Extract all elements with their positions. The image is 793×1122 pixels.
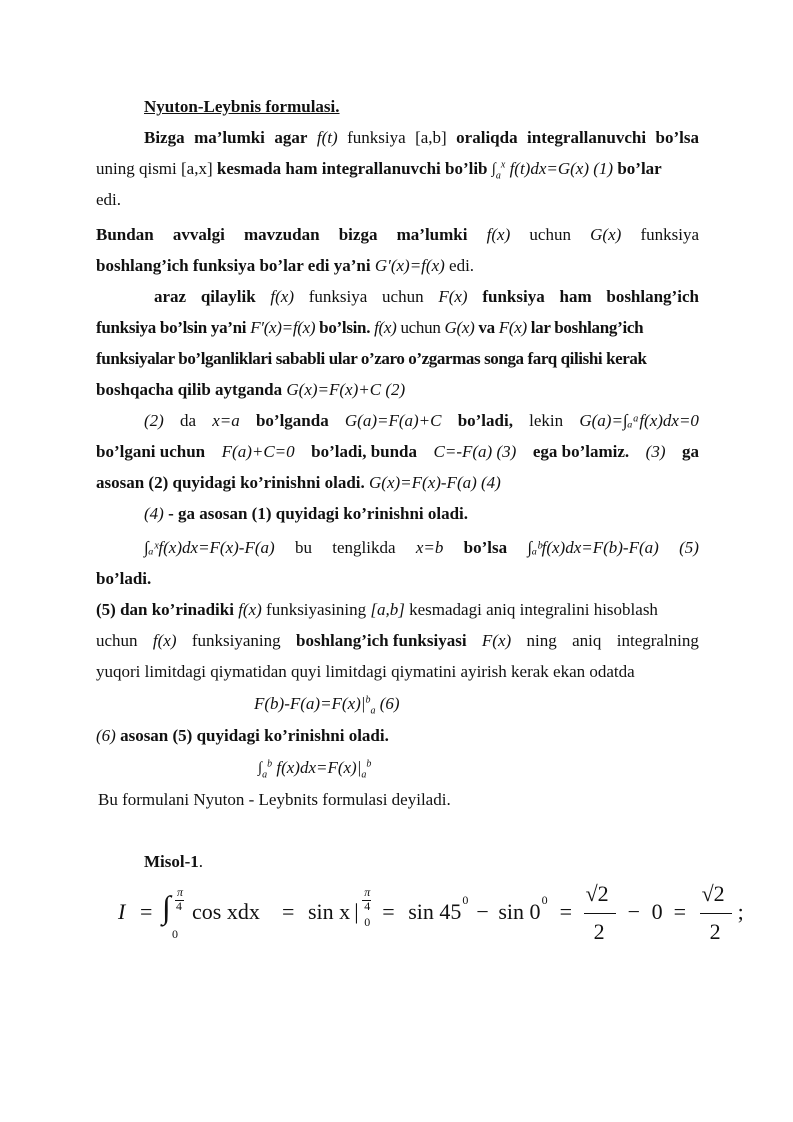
paragraph-2-line-2: [96, 255, 699, 277]
variable-i: I: [118, 899, 126, 924]
word: uchun: [529, 225, 571, 244]
zero: 0: [651, 899, 663, 924]
word: C=-F(a) (3): [433, 442, 517, 461]
lower-limit: 0: [172, 927, 178, 941]
subscript: a: [262, 769, 268, 781]
formula: G′(x)=f(x): [374, 256, 445, 275]
bar-lower-0: 0: [364, 915, 371, 929]
word: lekin: [529, 411, 564, 430]
text: asosan (2) quyidagi ko’rinishni oladi.: [96, 473, 370, 492]
text: asosan (5) quyidagi ko’rinishni oladi.: [115, 726, 389, 745]
word: funksiya: [482, 287, 545, 306]
paragraph-3-line-4: [96, 379, 699, 401]
word: boshlang’ich: [606, 287, 699, 306]
subscript: a: [495, 170, 501, 182]
bar-upper-pi: π: [364, 885, 371, 899]
word: ma’lumki: [396, 225, 468, 244]
word: bo’lsa: [655, 128, 699, 147]
integral-sign: ∫: [162, 889, 171, 925]
denominator-2: 2: [709, 919, 721, 944]
word: f(x): [486, 225, 511, 244]
formula: F(x): [498, 318, 527, 337]
upper-limit-pi: π: [177, 885, 184, 899]
paragraph-5-line-2: [144, 537, 699, 559]
word: f(x): [270, 287, 294, 306]
example-label: [144, 851, 699, 873]
paragraph-1-line-1: [144, 127, 699, 149]
word: agar: [274, 128, 308, 147]
word: G(a)=F(a)+C: [344, 411, 442, 430]
word: F(x): [481, 631, 512, 650]
subscript: a: [370, 705, 376, 717]
equation-number: (6): [375, 694, 400, 713]
formula: G(x)=F(x)-F(a) (4): [369, 473, 501, 492]
upper-limit-4: 4: [176, 899, 182, 913]
word: F(x): [438, 287, 468, 306]
paragraph-6-line-3: yuqori limitdagi qiymatidan quyi limitdagi qiymatini ayirish kerak ekan odatda: [96, 662, 635, 681]
formula: G(x)=F(x)+C (2): [286, 380, 406, 399]
formula: f(x): [374, 318, 397, 337]
word: bo’lsa: [463, 538, 508, 557]
word: funksiya: [347, 128, 406, 147]
formula: F′(x)=f(x): [250, 318, 316, 337]
paragraph-3-line-2: [96, 317, 699, 339]
formula: f(x): [238, 600, 262, 619]
text: uchun: [396, 318, 445, 337]
formula: ∫ₐᵇf(x)dx=F(b)-F(a): [527, 538, 659, 557]
subscript: a: [361, 769, 367, 781]
text: kesmadagi aniq integralini hisoblash: [404, 600, 658, 619]
example-formula: [110, 881, 744, 955]
text: Misol-1: [144, 852, 199, 871]
word: (3): [645, 442, 666, 461]
word: integrallanuvchi: [527, 128, 647, 147]
antiderivative: sin x: [308, 899, 351, 924]
text: boshqacha qilib aytganda: [96, 380, 287, 399]
equals-sign: =: [282, 899, 295, 924]
semicolon: ;: [737, 899, 744, 924]
formula: (5): [679, 538, 699, 557]
formula: G(x): [444, 318, 475, 337]
sqrt-2: √2: [585, 881, 609, 906]
text: .: [198, 852, 204, 871]
paragraph-4-line-1: [144, 410, 699, 432]
word: F(a)+C=0: [221, 442, 295, 461]
word: ham: [559, 287, 592, 306]
word: G(x): [590, 225, 622, 244]
word: bo’lgani uchun: [96, 442, 206, 461]
word: bo’ladi, bunda: [311, 442, 418, 461]
text: funksiyasining: [261, 600, 371, 619]
paragraph-1-line-3: edi.: [96, 190, 122, 209]
superscript: b: [365, 694, 371, 706]
superscript: x: [500, 159, 506, 171]
word: araz: [154, 287, 187, 306]
word: bo’lganda: [255, 411, 329, 430]
degree-0: 0: [541, 893, 548, 907]
paragraph-4-line-3: [96, 472, 699, 494]
word: (2): [144, 411, 164, 430]
word: aniq: [572, 631, 602, 650]
word: bu: [294, 538, 312, 557]
text: kesmada ham integrallanuvchi bo’lib: [216, 159, 492, 178]
paragraph-1-line-2: [96, 158, 699, 181]
word: uchun: [96, 631, 138, 650]
paragraph-6-line-2: [96, 630, 699, 652]
equals-sign: =: [140, 899, 153, 924]
word: tenglikda: [332, 538, 396, 557]
minus-sign: −: [476, 899, 489, 924]
paragraph-5-line-3: bo’ladi.: [96, 569, 152, 588]
word: funksiya: [640, 225, 699, 244]
equals-sign: =: [559, 899, 572, 924]
word: oraliqda: [456, 128, 518, 147]
equation-6: [254, 693, 793, 715]
word: Bundan: [96, 225, 154, 244]
formula: x=b: [415, 538, 444, 557]
word: ga: [682, 442, 699, 461]
formula: f(x)dx=F(x)|: [272, 758, 362, 777]
text: lar boshlang’ich: [526, 318, 644, 337]
paragraph-3-line-3: funksiyalar bo’lganliklari sababli ular o’zaro o’zgarmas songa farq qilishi kerak: [96, 349, 647, 368]
text: uning qismi [a,x]: [96, 159, 217, 178]
equals-sign: =: [382, 899, 395, 924]
integral-sign: ∫: [491, 161, 496, 177]
integrand: cos xdx: [192, 899, 260, 924]
word: da: [180, 411, 197, 430]
formula: (4): [144, 504, 164, 523]
word: integralning: [616, 631, 699, 650]
fraction-bar: [700, 913, 732, 914]
word: ning: [526, 631, 557, 650]
word: Bizga: [144, 128, 185, 147]
text: edi.: [444, 256, 475, 275]
formula: f(t)dx=G(x) (1): [505, 159, 614, 178]
word: x=a: [212, 411, 240, 430]
word: [a,b]: [415, 128, 447, 147]
word: funksiyaning: [191, 631, 281, 650]
paragraph-3-line-1: [154, 286, 699, 308]
fraction-bar: [584, 913, 616, 914]
word: uchun: [382, 287, 424, 306]
word: f(t): [316, 128, 338, 147]
text: boshlang’ich funksiya bo’lar edi ya’ni: [96, 256, 375, 275]
text: va: [474, 318, 499, 337]
equals-sign: =: [673, 899, 686, 924]
word: G(a)=∫ₐᵃf(x)dx=0: [579, 411, 699, 430]
sin-45: sin 45: [408, 899, 462, 924]
superscript: b: [267, 758, 273, 770]
sqrt-2: √2: [701, 881, 725, 906]
text: funksiya bo’lsin ya’ni: [96, 318, 251, 337]
word: funksiya: [308, 287, 368, 306]
word: mavzudan: [243, 225, 320, 244]
superscript: b: [366, 758, 372, 770]
integral-sign: ∫: [258, 760, 263, 776]
paragraph-5-line-1: [144, 503, 699, 525]
word: bizga: [338, 225, 378, 244]
sin-0: sin 0: [498, 899, 541, 924]
formula: F(b)-F(a)=F(x)|: [254, 694, 366, 713]
formula: [a,b]: [370, 600, 405, 619]
text: bo’lsin.: [315, 318, 375, 337]
text: - ga asosan (1) quyidagi ko’rinishni oladi.: [163, 504, 469, 523]
paragraph-4-line-2: [96, 441, 699, 463]
bar-upper-4: 4: [364, 899, 371, 913]
paragraph-6-line-4: [96, 725, 699, 747]
equation-7: [258, 757, 793, 780]
word: f(x): [152, 631, 177, 650]
formula: ∫ₐˣf(x)dx=F(x)-F(a): [144, 538, 275, 557]
degree-0: 0: [462, 893, 469, 907]
evaluation-bar: |: [354, 899, 359, 924]
word: boshlang’ich funksiyasi: [296, 631, 467, 650]
word: ega bo’lamiz.: [532, 442, 630, 461]
word: ma’lumki: [194, 128, 265, 147]
page-title: Nyuton-Leybnis formulasi.: [144, 97, 340, 116]
word: bo’ladi,: [457, 411, 513, 430]
word: avvalgi: [172, 225, 225, 244]
text: (5) dan ko’rinadiki: [96, 600, 239, 619]
paragraph-2-line-1: [96, 224, 699, 246]
denominator-2: 2: [593, 919, 605, 944]
paragraph-6-line-5: Bu formulani Nyuton - Leybnits formulasi deyiladi.: [98, 790, 451, 809]
text: bo’lar: [613, 159, 662, 178]
word: qilaylik: [200, 287, 256, 306]
minus-sign: −: [627, 899, 640, 924]
paragraph-6-line-1: [96, 599, 699, 621]
formula: (6): [96, 726, 116, 745]
